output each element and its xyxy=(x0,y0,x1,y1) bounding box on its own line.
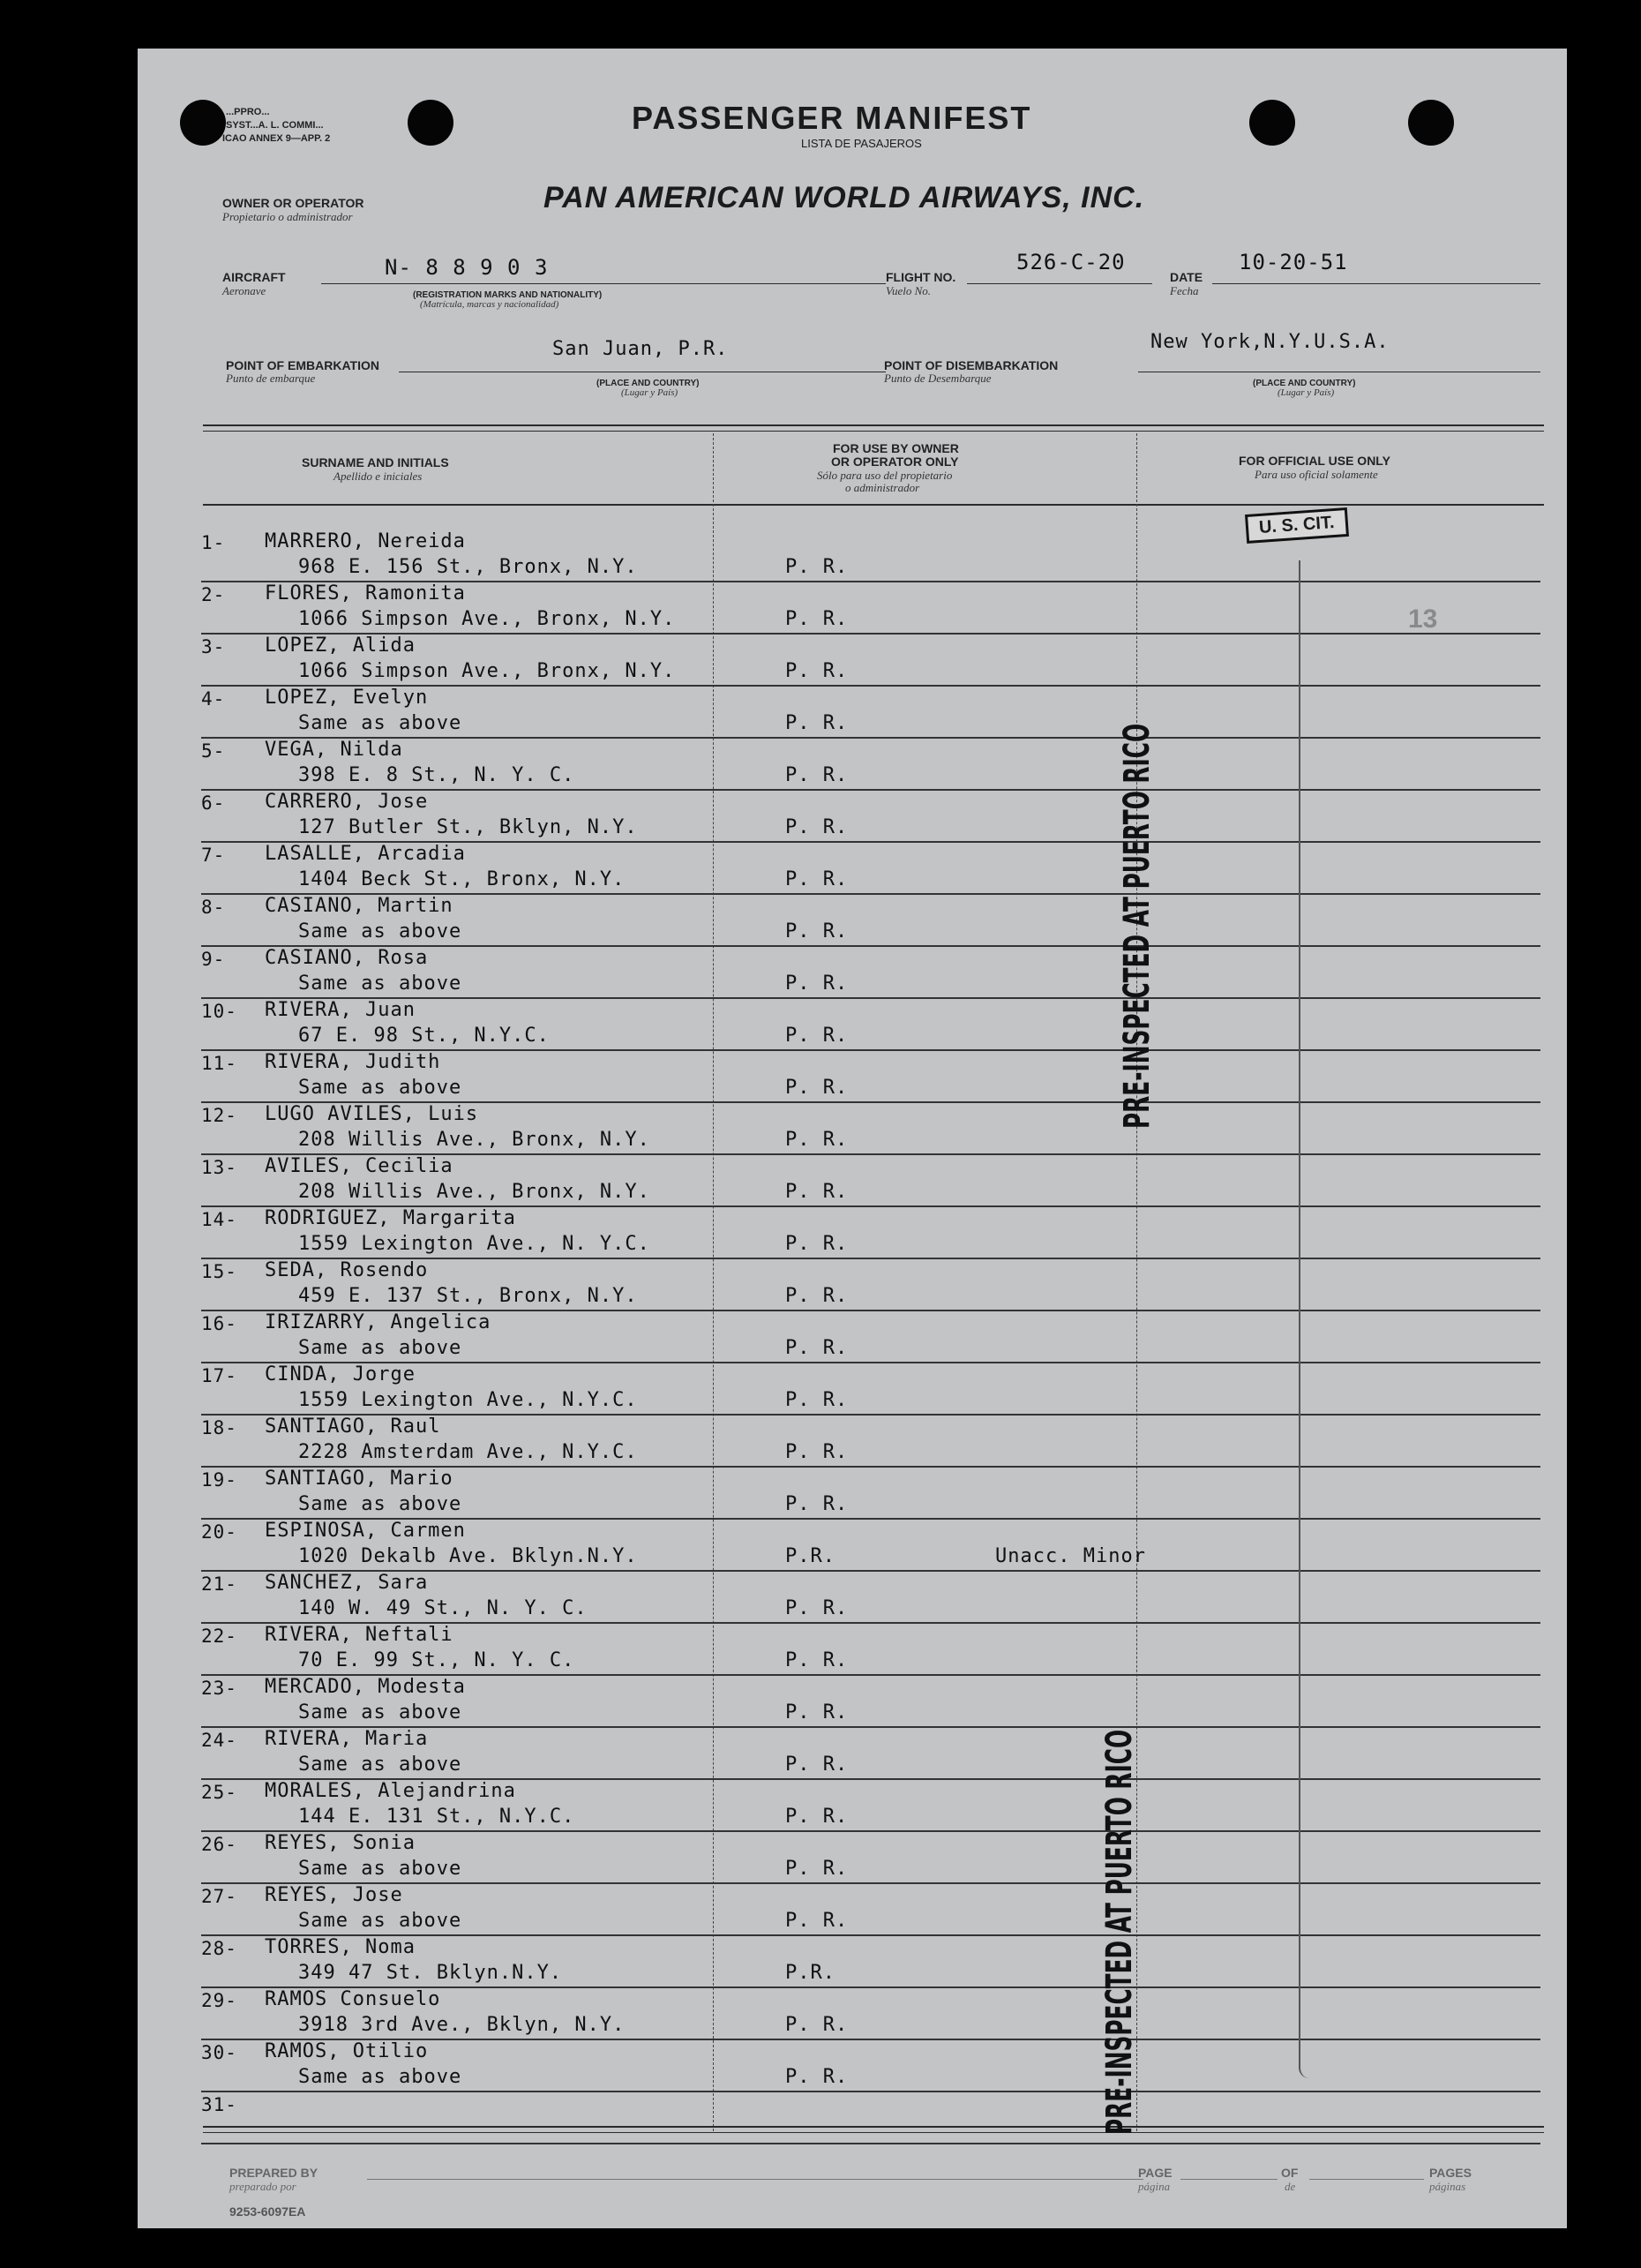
pages-label: PAGES xyxy=(1429,2166,1472,2180)
table-row xyxy=(201,947,1540,999)
punch-hole xyxy=(180,100,226,146)
passenger-address: 1066 Simpson Ave., Bronx, N.Y. xyxy=(298,660,676,682)
row-number: 7- xyxy=(201,845,226,866)
row-number: 5- xyxy=(201,740,226,762)
table-row xyxy=(201,1259,1540,1311)
passenger-origin: P. R. xyxy=(785,1597,849,1619)
table-row xyxy=(201,1676,1540,1728)
passenger-origin: P. R. xyxy=(785,1233,849,1255)
row-number: 21- xyxy=(201,1573,237,1595)
column-header-name: SURNAME AND INITIALS xyxy=(302,455,449,469)
passenger-address: 3918 3rd Ave., Bklyn, N.Y. xyxy=(298,2014,626,2036)
form-number: 9253-6097EA xyxy=(229,2204,306,2219)
passenger-name: LUGO AVILES, Luis xyxy=(265,1103,479,1125)
passenger-name: LOPEZ, Alida xyxy=(265,635,416,657)
passenger-address: 127 Butler St., Bklyn, N.Y. xyxy=(298,816,638,838)
column-header-official: FOR OFFICIAL USE ONLY xyxy=(1239,454,1390,468)
row-number: 6- xyxy=(201,792,226,814)
table-row xyxy=(201,895,1540,947)
passenger-address: Same as above xyxy=(298,920,462,942)
regulation-line: ICAO ANNEX 9—APP. 2 xyxy=(222,133,331,144)
table-bottom-rule xyxy=(203,2132,1544,2133)
table-row xyxy=(201,1988,1540,2040)
passenger-address: 70 E. 99 St., N. Y. C. xyxy=(298,1649,575,1671)
table-row xyxy=(201,843,1540,895)
passenger-address: 968 E. 156 St., Bronx, N.Y. xyxy=(298,556,638,578)
row-number: 16- xyxy=(201,1313,237,1334)
field-line xyxy=(367,2179,1143,2180)
passenger-origin: P. R. xyxy=(785,1129,849,1151)
passenger-name: MERCADO, Modesta xyxy=(265,1676,466,1698)
passenger-address: 144 E. 131 St., N.Y.C. xyxy=(298,1806,575,1828)
passenger-address: Same as above xyxy=(298,1077,462,1099)
row-number: 9- xyxy=(201,949,226,970)
header-bottom-rule xyxy=(203,504,1544,506)
table-row xyxy=(201,1624,1540,1676)
of-label-es: de xyxy=(1285,2180,1296,2193)
passenger-name: SEDA, Rosendo xyxy=(265,1259,429,1281)
row-number: 23- xyxy=(201,1678,237,1699)
table-top-rule xyxy=(203,424,1544,426)
row-number: 27- xyxy=(201,1886,237,1907)
row-number: 28- xyxy=(201,1938,237,1959)
passenger-address: 1559 Lexington Ave., N. Y.C. xyxy=(298,1233,650,1255)
passenger-name: MARRERO, Nereida xyxy=(265,530,466,552)
row-number: 2- xyxy=(201,584,226,605)
passenger-address: Same as above xyxy=(298,1754,462,1776)
table-row xyxy=(201,1051,1540,1103)
passenger-name: SANTIAGO, Mario xyxy=(265,1468,453,1490)
passenger-name: FLORES, Ramonita xyxy=(265,582,466,605)
passenger-name: VEGA, Nilda xyxy=(265,739,403,761)
row-number: 18- xyxy=(201,1417,237,1438)
punch-hole xyxy=(1249,100,1295,146)
punch-hole xyxy=(408,100,453,146)
passenger-origin: P. R. xyxy=(785,973,849,995)
form-title: PASSENGER MANIFEST xyxy=(632,100,1032,136)
table-row xyxy=(201,1155,1540,1207)
passenger-address: Same as above xyxy=(298,712,462,734)
owner-label-es: Propietario o administrador xyxy=(222,210,353,223)
pages-label-es: páginas xyxy=(1429,2180,1466,2193)
table-top-rule xyxy=(203,431,1544,432)
page-label: PAGE xyxy=(1138,2166,1173,2180)
pre-inspected-stamp: PRE-INSPECTED AT PUERTO RICO xyxy=(1099,1729,1140,2135)
passenger-address: Same as above xyxy=(298,1701,462,1724)
passenger-origin: P. R. xyxy=(785,1285,849,1307)
pre-inspected-stamp: PRE-INSPECTED AT PUERTO RICO xyxy=(1117,723,1158,1129)
passenger-origin: P. R. xyxy=(785,2014,849,2036)
row-number: 3- xyxy=(201,636,226,657)
passenger-address: Same as above xyxy=(298,973,462,995)
passenger-name: AVILES, Cecilia xyxy=(265,1155,453,1177)
passenger-name: RIVERA, Maria xyxy=(265,1728,429,1750)
table-row xyxy=(201,1416,1540,1468)
row-number: 24- xyxy=(201,1730,237,1751)
table-row xyxy=(201,2040,1540,2092)
handwritten-bracket xyxy=(1299,560,1309,2078)
passenger-address: 1404 Beck St., Bronx, N.Y. xyxy=(298,868,626,890)
passenger-origin: P. R. xyxy=(785,608,849,630)
prepared-by-label: PREPARED BY xyxy=(229,2166,318,2180)
embark-label-es: Punto de embarque xyxy=(226,372,316,385)
row-number: 22- xyxy=(201,1626,237,1647)
table-row xyxy=(201,1103,1540,1155)
passenger-name: LASALLE, Arcadia xyxy=(265,843,466,865)
passenger-address: 459 E. 137 St., Bronx, N.Y. xyxy=(298,1285,638,1307)
field-line xyxy=(1309,2179,1424,2180)
of-label: OF xyxy=(1281,2166,1299,2180)
passenger-origin: P. R. xyxy=(785,1858,849,1880)
disembark-label: POINT OF DISEMBARKATION xyxy=(884,358,1059,372)
passenger-origin: P. R. xyxy=(785,556,849,578)
row-number: 19- xyxy=(201,1469,237,1491)
passenger-origin: P. R. xyxy=(785,1649,849,1671)
passenger-origin: P. R. xyxy=(785,660,849,682)
passenger-name: IRIZARRY, Angelica xyxy=(265,1311,491,1333)
table-row xyxy=(201,791,1540,843)
disembark-label-es: Punto de Desembarque xyxy=(884,372,992,385)
table-bottom-rule xyxy=(203,2126,1544,2128)
passenger-origin: P. R. xyxy=(785,764,849,786)
row-number: 30- xyxy=(201,2042,237,2063)
row-number: 11- xyxy=(201,1053,237,1074)
disembark-value: New York,N.Y.U.S.A. xyxy=(1150,331,1390,353)
row-number: 4- xyxy=(201,688,226,710)
row-number: 1- xyxy=(201,532,226,553)
column-header-name-es: Apellido e iniciales xyxy=(333,469,423,483)
row-number: 8- xyxy=(201,897,226,918)
passenger-name: RODRIGUEZ, Margarita xyxy=(265,1207,516,1229)
column-header-owner: FOR USE BY OWNER xyxy=(833,441,959,455)
column-header-owner: OR OPERATOR ONLY xyxy=(831,454,959,469)
passenger-origin: P. R. xyxy=(785,1025,849,1047)
aircraft-label: AIRCRAFT xyxy=(222,270,286,284)
row-number: 20- xyxy=(201,1521,237,1543)
passenger-name: CASIANO, Martin xyxy=(265,895,453,917)
passenger-address: 398 E. 8 St., N. Y. C. xyxy=(298,764,575,786)
regulation-line: ...PPRO... xyxy=(226,107,270,117)
table-row xyxy=(201,530,1540,582)
passenger-name: RIVERA, Juan xyxy=(265,999,416,1021)
passenger-remarks: Unacc. Minor xyxy=(995,1545,1146,1567)
page-label-es: página xyxy=(1138,2180,1171,2193)
count-mark: 13 xyxy=(1408,605,1438,634)
passenger-name: RAMOS Consuelo xyxy=(265,1988,441,2010)
table-row xyxy=(201,1207,1540,1259)
passenger-origin: P. R. xyxy=(785,2066,849,2088)
row-number: 10- xyxy=(201,1001,237,1022)
passenger-origin: P.R. xyxy=(785,1545,835,1567)
field-line xyxy=(321,283,886,284)
passenger-address: 140 W. 49 St., N. Y. C. xyxy=(298,1597,588,1619)
table-row xyxy=(201,1572,1540,1624)
regulation-line: SYST...A. L. COMMI... xyxy=(226,120,324,131)
table-row xyxy=(201,1936,1540,1988)
row-number: 26- xyxy=(201,1834,237,1855)
passenger-name: RAMOS, Otilio xyxy=(265,2040,429,2062)
passenger-name: CARRERO, Jose xyxy=(265,791,429,813)
passenger-name: ESPINOSA, Carmen xyxy=(265,1520,466,1542)
row-rule xyxy=(201,2143,1540,2144)
place-note: (PLACE AND COUNTRY) xyxy=(1253,379,1356,388)
table-row xyxy=(201,1832,1540,1884)
place-note: (PLACE AND COUNTRY) xyxy=(596,379,700,388)
row-number: 17- xyxy=(201,1365,237,1386)
passenger-name: TORRES, Noma xyxy=(265,1936,416,1958)
passenger-origin: P. R. xyxy=(785,868,849,890)
passenger-address: 1066 Simpson Ave., Bronx, N.Y. xyxy=(298,608,676,630)
row-number: 31- xyxy=(201,2094,237,2115)
table-row xyxy=(201,1363,1540,1416)
form-subtitle: LISTA DE PASAJEROS xyxy=(801,137,922,150)
row-number: 15- xyxy=(201,1261,237,1282)
passenger-origin: P. R. xyxy=(785,1806,849,1828)
field-line xyxy=(1180,2179,1278,2180)
table-row xyxy=(201,687,1540,739)
row-number: 12- xyxy=(201,1105,237,1126)
passenger-name: REYES, Jose xyxy=(265,1884,403,1906)
aircraft-value: N- 8 8 9 0 3 xyxy=(385,255,549,280)
passenger-origin: P. R. xyxy=(785,816,849,838)
passenger-name: RIVERA, Neftali xyxy=(265,1624,453,1646)
table-row xyxy=(201,1728,1540,1780)
field-line xyxy=(1212,283,1540,284)
passenger-origin: P.R. xyxy=(785,1962,835,1984)
row-number: 25- xyxy=(201,1782,237,1803)
passenger-address: 1020 Dekalb Ave. Bklyn.N.Y. xyxy=(298,1545,638,1567)
embark-value: San Juan, P.R. xyxy=(552,338,729,360)
table-row xyxy=(201,999,1540,1051)
passenger-address: 208 Willis Ave., Bronx, N.Y. xyxy=(298,1129,650,1151)
embark-label: POINT OF EMBARKATION xyxy=(226,358,379,372)
date-label: DATE xyxy=(1170,270,1203,284)
table-row xyxy=(201,2092,1540,2144)
date-label-es: Fecha xyxy=(1170,284,1199,297)
passenger-address: Same as above xyxy=(298,1337,462,1359)
column-header-owner-es: Sólo para uso del propietario xyxy=(817,469,953,482)
passenger-address: Same as above xyxy=(298,2066,462,2088)
passenger-name: REYES, Sonia xyxy=(265,1832,416,1854)
passenger-name: MORALES, Alejandrina xyxy=(265,1780,516,1802)
passenger-name: SANTIAGO, Raul xyxy=(265,1416,441,1438)
row-number: 14- xyxy=(201,1209,237,1230)
passenger-origin: P. R. xyxy=(785,1441,849,1463)
table-row xyxy=(201,1311,1540,1363)
row-number: 29- xyxy=(201,1990,237,2011)
date-value: 10-20-51 xyxy=(1239,250,1348,274)
passenger-name: SANCHEZ, Sara xyxy=(265,1572,429,1594)
table-row xyxy=(201,635,1540,687)
passenger-origin: P. R. xyxy=(785,1337,849,1359)
passenger-origin: P. R. xyxy=(785,1754,849,1776)
passenger-name: LOPEZ, Evelyn xyxy=(265,687,429,709)
passenger-origin: P. R. xyxy=(785,1910,849,1932)
passenger-origin: P. R. xyxy=(785,1077,849,1099)
table-row xyxy=(201,1884,1540,1936)
table-row xyxy=(201,1520,1540,1572)
flight-label-es: Vuelo No. xyxy=(886,284,932,297)
punch-hole xyxy=(1408,100,1454,146)
passenger-name: CINDA, Jorge xyxy=(265,1363,416,1386)
passenger-origin: P. R. xyxy=(785,1181,849,1203)
manifest-sheet xyxy=(138,49,1567,2228)
passenger-address: 349 47 St. Bklyn.N.Y. xyxy=(298,1962,563,1984)
passenger-address: 2228 Amsterdam Ave., N.Y.C. xyxy=(298,1441,638,1463)
owner-label: OWNER OR OPERATOR xyxy=(222,196,364,210)
passenger-origin: P. R. xyxy=(785,1701,849,1724)
passenger-name: CASIANO, Rosa xyxy=(265,947,429,969)
registration-note-es: (Matrícula, marcas y nacionalidad) xyxy=(420,299,559,310)
passenger-origin: P. R. xyxy=(785,712,849,734)
passenger-address: Same as above xyxy=(298,1910,462,1932)
column-header-owner-es: o administrador xyxy=(845,481,920,494)
passenger-address: 208 Willis Ave., Bronx, N.Y. xyxy=(298,1181,650,1203)
column-header-official-es: Para uso oficial solamente xyxy=(1255,468,1378,481)
aircraft-label-es: Aeronave xyxy=(222,284,266,297)
passenger-address: Same as above xyxy=(298,1493,462,1515)
place-note-es: (Lugar y País) xyxy=(1278,387,1335,398)
table-row xyxy=(201,1780,1540,1832)
table-row xyxy=(201,582,1540,635)
registration-note: (REGISTRATION MARKS AND NATIONALITY) xyxy=(413,290,603,300)
table-row xyxy=(201,1468,1540,1520)
row-number: 13- xyxy=(201,1157,237,1178)
prepared-by-label-es: preparado por xyxy=(229,2180,296,2193)
passenger-origin: P. R. xyxy=(785,1389,849,1411)
us-citizen-stamp: U. S. CIT. xyxy=(1245,507,1349,544)
flight-label: FLIGHT NO. xyxy=(886,270,956,284)
owner-value: PAN AMERICAN WORLD AIRWAYS, INC. xyxy=(543,181,1145,214)
passenger-address: Same as above xyxy=(298,1858,462,1880)
field-line xyxy=(967,283,1152,284)
passenger-address: 67 E. 98 St., N.Y.C. xyxy=(298,1025,550,1047)
place-note-es: (Lugar y País) xyxy=(621,387,678,398)
flight-value: 526-C-20 xyxy=(1016,250,1126,274)
passenger-origin: P. R. xyxy=(785,920,849,942)
passenger-origin: P. R. xyxy=(785,1493,849,1515)
passenger-name: RIVERA, Judith xyxy=(265,1051,441,1073)
table-row xyxy=(201,739,1540,791)
passenger-address: 1559 Lexington Ave., N.Y.C. xyxy=(298,1389,638,1411)
